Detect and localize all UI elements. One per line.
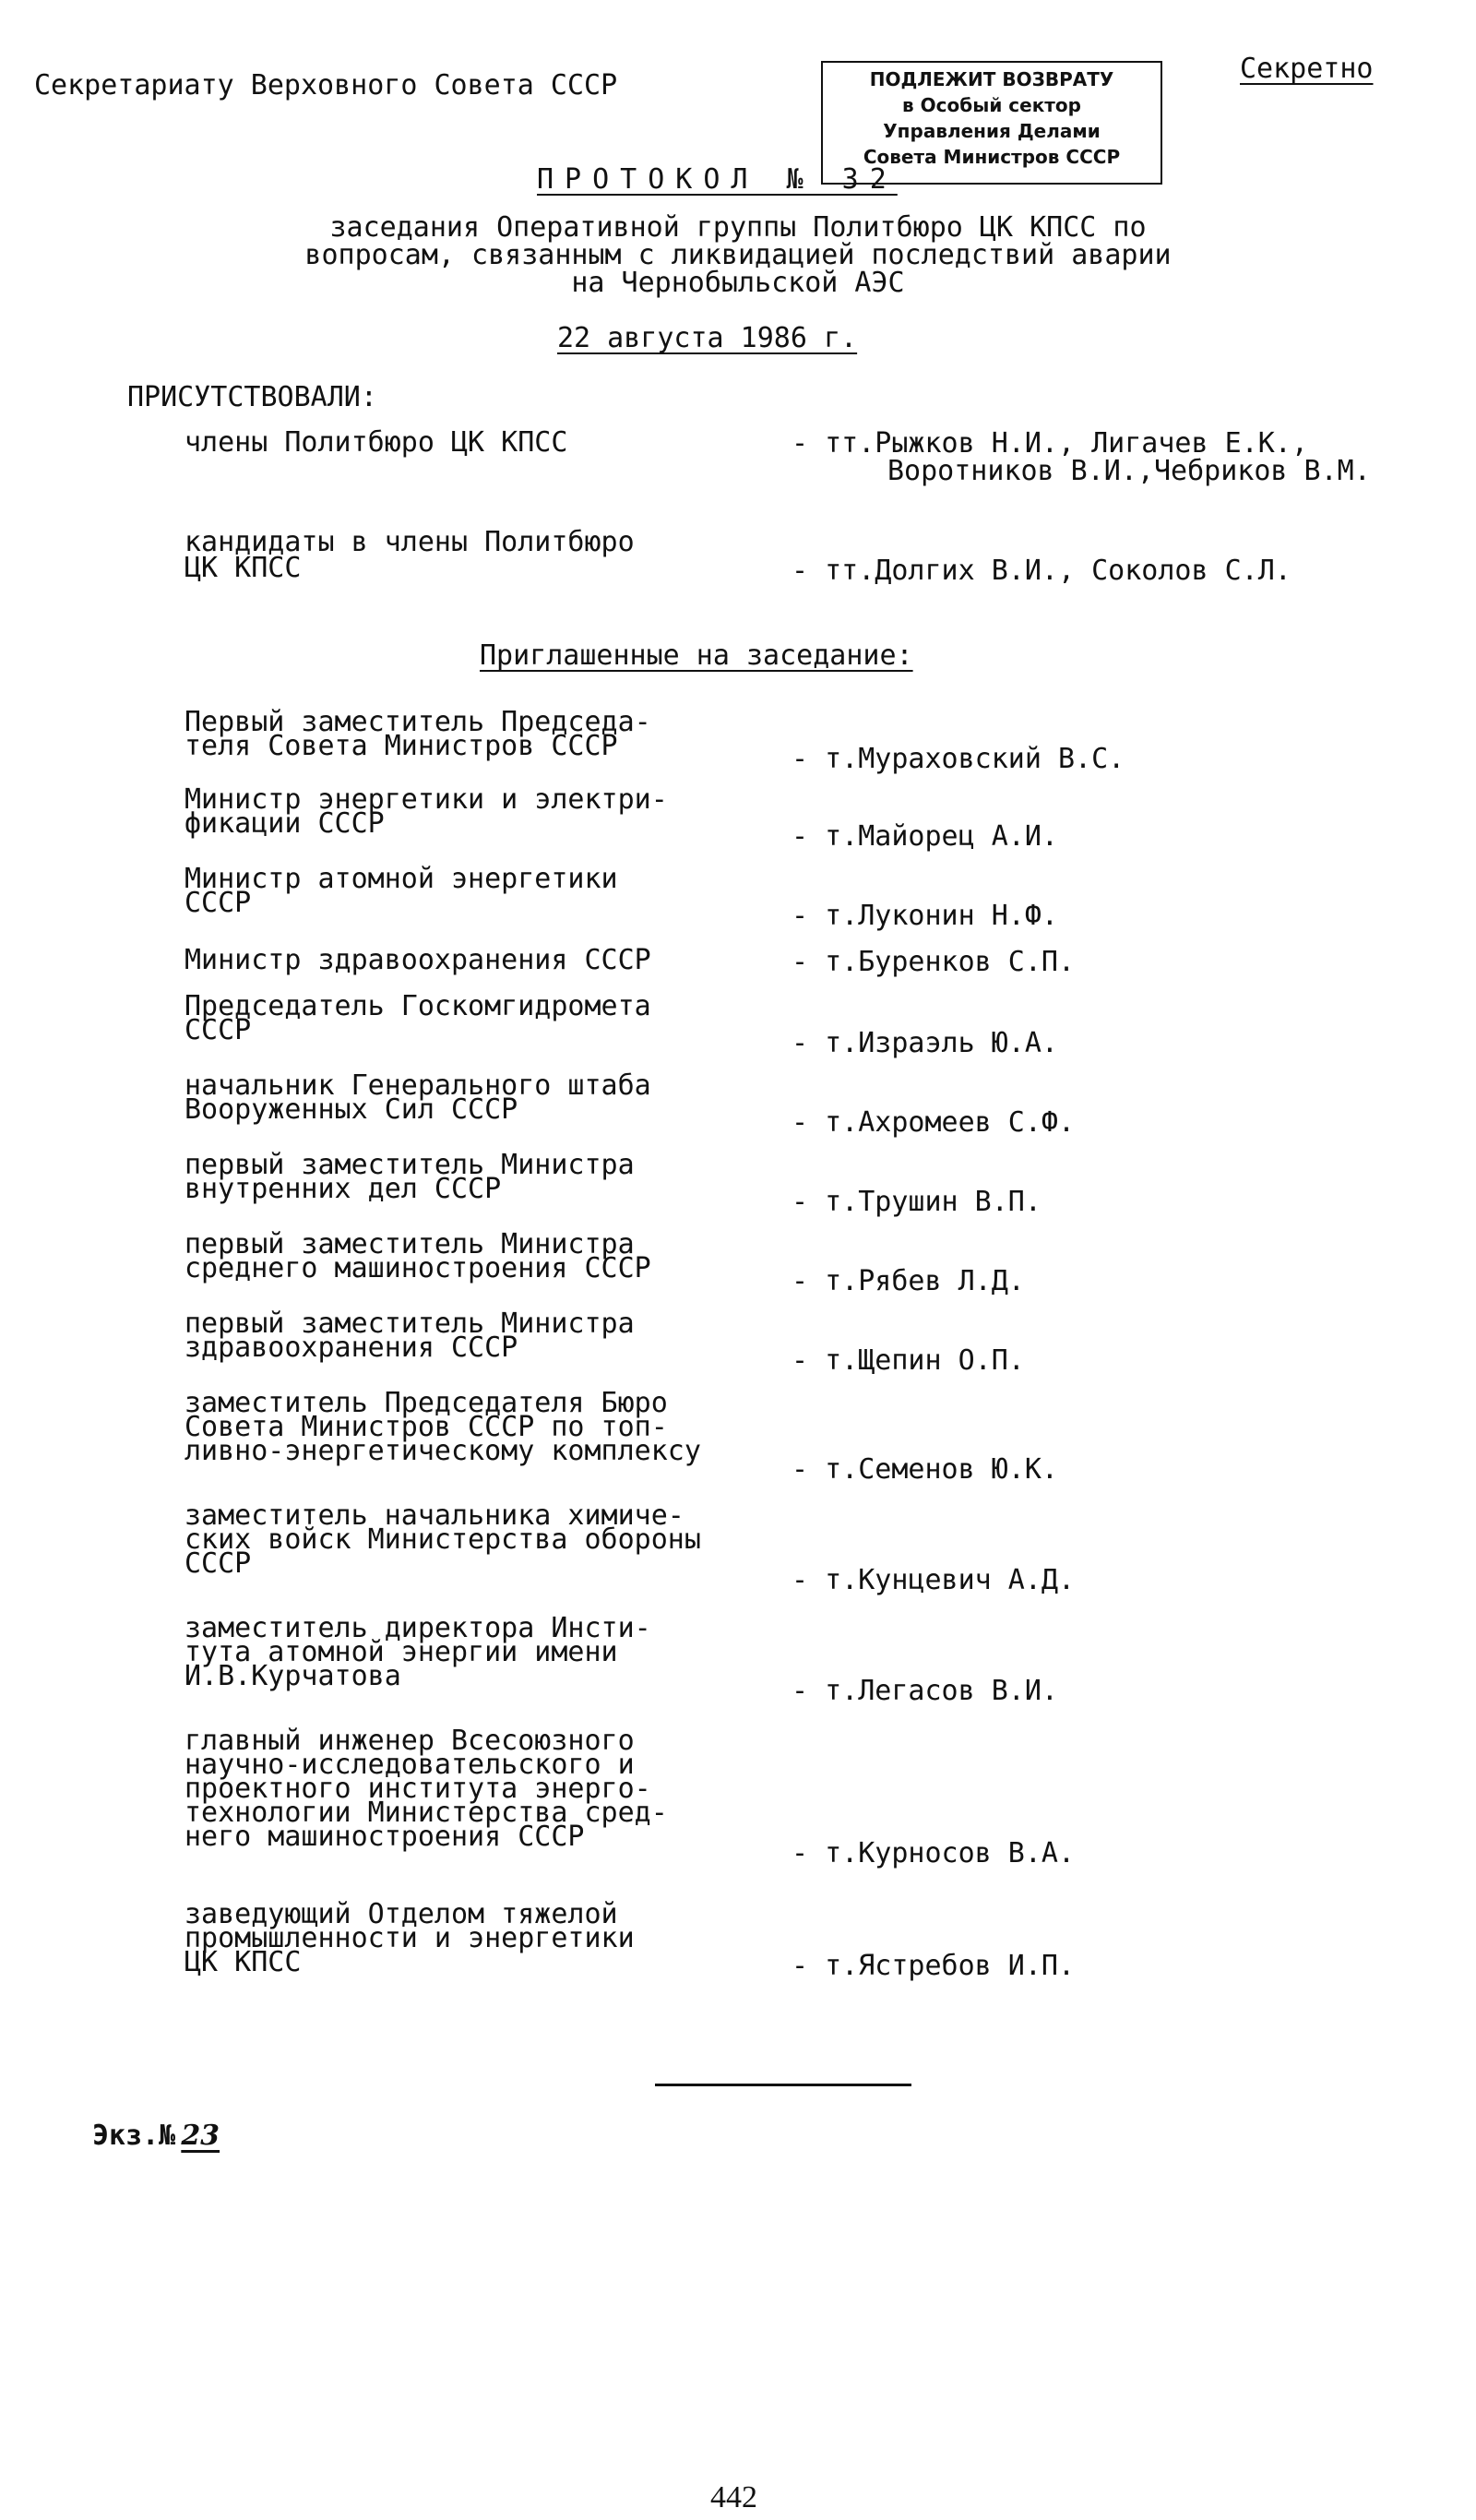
- stamp-line: в Особый сектор: [902, 94, 1081, 116]
- document-title: ПРОТОКОЛ № 32: [537, 163, 898, 196]
- invited-name: - т.Курносов В.А.: [792, 1837, 1076, 1869]
- attendee-names-line: - тт.Рыжков Н.И., Лигачев Е.К.,: [792, 427, 1308, 460]
- attendee-label-line: члены Политбюро ЦК КПСС: [184, 426, 568, 459]
- classification-mark: Секретно: [1240, 53, 1374, 85]
- document-subtitle: [184, 211, 1292, 299]
- invited-role: Министр атомной энергетики СССР: [184, 863, 618, 919]
- invited-name: - т.Легасов В.И.: [792, 1675, 1058, 1707]
- invited-name: - т.Луконин Н.Ф.: [792, 900, 1058, 932]
- addressee: Секретариату Верховного Совета СССР: [34, 69, 618, 102]
- copy-label: Экз.№: [92, 2120, 176, 2152]
- divider-line: [655, 2084, 911, 2086]
- subtitle-line: на Чернобыльской АЭС: [571, 267, 905, 299]
- invited-name: - т.Мураховский В.С.: [792, 743, 1125, 775]
- invited-name: - т.Семенов Ю.К.: [792, 1453, 1058, 1486]
- invited-role: первый заместитель Министра среднего машиностроения СССР: [184, 1228, 651, 1284]
- subtitle-line: заседания Оперативной группы Политбюро ЦК КПСС по: [329, 211, 1147, 244]
- attendee-group-label: [184, 526, 635, 584]
- invited-role: Председатель Госкомгидромета СССР: [184, 990, 651, 1046]
- invited-role: первый заместитель Министра внутренних дел СССР: [184, 1149, 635, 1205]
- copy-number: [92, 2122, 236, 2150]
- copy-number-handwritten: 23: [181, 2120, 220, 2152]
- invited-role: первый заместитель Министра здравоохранения СССР: [184, 1308, 635, 1364]
- page-number: 442: [710, 2480, 757, 2514]
- attendee-group-names: [792, 557, 1292, 585]
- invited-role: главный инженер Всесоюзного научно-исследовательского и проектного института энерго- технологии Министерства сред- него машиностроения СССР: [184, 1725, 668, 1853]
- invited-name: - т.Кунцевич А.Д.: [792, 1564, 1076, 1596]
- invited-name: - т.Майорец А.И.: [792, 820, 1058, 853]
- invited-role: Первый заместитель Председа- теля Совета Министров СССР: [184, 706, 651, 762]
- attendee-group-label: [184, 426, 568, 459]
- invited-role: заместитель Председателя Бюро Совета Министров СССР по топ- ливно-энергетическому комплексу: [184, 1387, 701, 1467]
- invited-name: - т.Буренков С.П.: [792, 946, 1076, 978]
- invited-name: - т.Щепин О.П.: [792, 1344, 1025, 1377]
- invited-role: начальник Генерального штаба Вооруженных Сил СССР: [184, 1069, 651, 1126]
- subtitle-line: вопросам, связанным с ликвидацией последствий аварии: [304, 239, 1172, 271]
- attendee-names-line: - тт.Долгих В.И., Соколов С.Л.: [792, 555, 1292, 587]
- attendee-group-names: [792, 427, 1371, 487]
- invited-role: заместитель начальника химиче- ских войск Министерства обороны СССР: [184, 1499, 701, 1580]
- attendee-label-line: кандидаты в члены Политбюро: [184, 526, 635, 558]
- invited-role: Министр энергетики и электри- фикации СССР: [184, 783, 668, 840]
- stamp-line: Управления Делами: [883, 120, 1101, 142]
- invited-name: - т.Ахромеев С.Ф.: [792, 1106, 1076, 1139]
- invited-name: - т.Ястребов И.П.: [792, 1950, 1076, 1982]
- attendee-names-line: Воротников В.И.,Чебриков В.М.: [887, 455, 1371, 487]
- invited-name: - т.Трушин В.П.: [792, 1186, 1042, 1218]
- invited-heading: Приглашенные на заседание:: [480, 639, 913, 672]
- invited-name: - т.Рябев Л.Д.: [792, 1265, 1025, 1297]
- invited-role: Министр здравоохранения СССР: [184, 944, 651, 976]
- invited-name: - т.Израэль Ю.А.: [792, 1027, 1058, 1059]
- stamp-line: Совета Министров СССР: [863, 146, 1121, 168]
- invited-role: заместитель директора Инсти- тута атомной энергии имени И.В.Курчатова: [184, 1612, 651, 1692]
- meeting-date: 22 августа 1986 г.: [557, 322, 858, 354]
- invited-role: заведующий Отделом тяжелой промышленности и энергетики ЦК КПСС: [184, 1898, 635, 1978]
- attendee-label-line: ЦК КПСС: [184, 552, 302, 584]
- attended-heading: ПРИСУТСТВОВАЛИ:: [127, 381, 377, 413]
- stamp-line: ПОДЛЕЖИТ ВОЗВРАТУ: [869, 68, 1114, 90]
